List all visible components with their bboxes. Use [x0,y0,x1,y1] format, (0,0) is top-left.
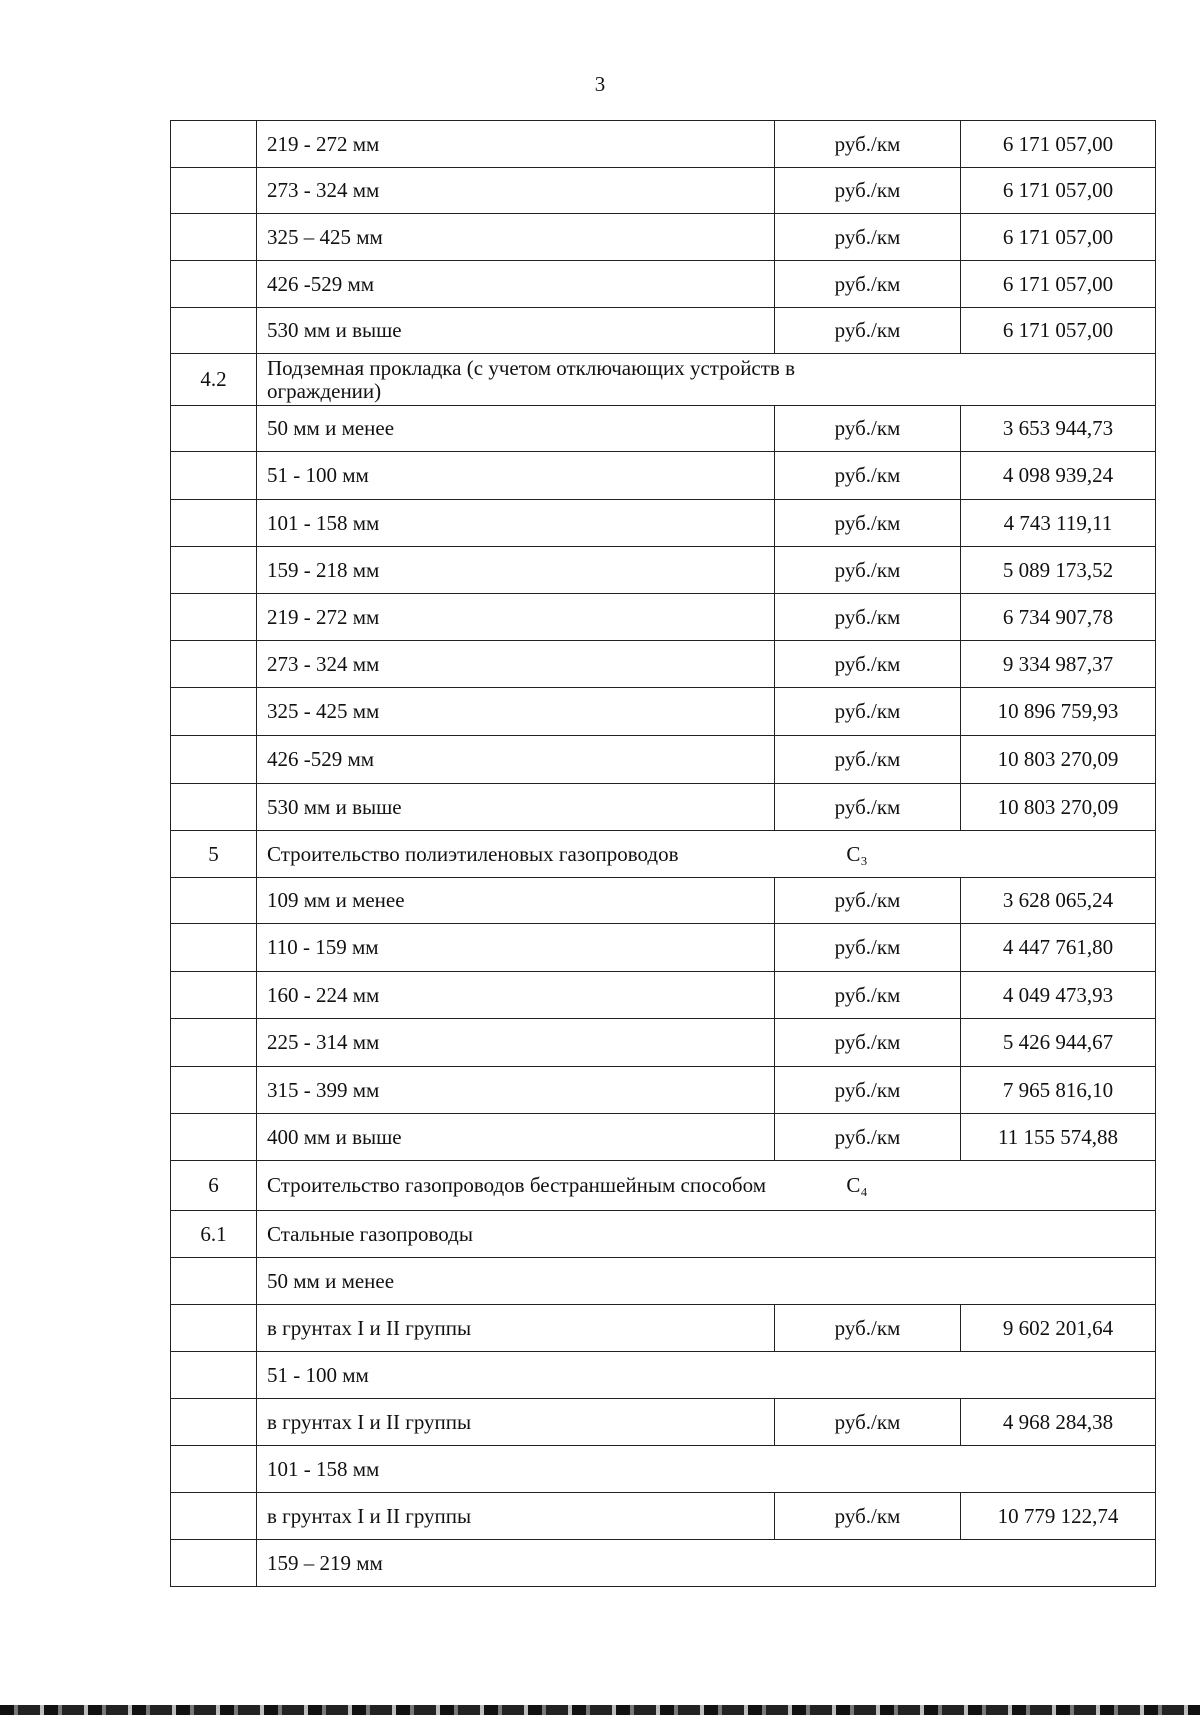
row-number [171,1258,257,1305]
item-unit: руб./км [775,406,961,452]
row-number [171,736,257,784]
item-description: в грунтах I и II группы [257,1493,775,1540]
section-cell [257,831,1156,878]
item-value: 9 334 987,37 [961,641,1156,688]
row-number [171,594,257,641]
item-unit: руб./км [775,547,961,594]
item-description: 426 -529 мм [257,261,775,308]
item-unit: руб./км [775,1493,961,1540]
item-value: 6 171 057,00 [961,308,1156,354]
table-row [171,1305,1156,1352]
row-number [171,547,257,594]
item-description: 160 - 224 мм [257,972,775,1019]
row-number [171,1067,257,1114]
row-number [171,1540,257,1587]
row-number [171,214,257,261]
section-title: 51 - 100 мм [267,1362,369,1387]
item-unit: руб./км [775,1067,961,1114]
tariff-table-body [171,121,1156,1587]
item-unit: руб./км [775,878,961,924]
item-value: 6 734 907,78 [961,594,1156,641]
cost-code: С₄ [846,1173,868,1197]
item-value: 4 049 473,93 [961,972,1156,1019]
item-description: 219 - 272 мм [257,121,775,168]
table-row [171,168,1156,214]
section-title: Строительство газопроводов бестраншейным способом [267,1173,766,1197]
item-value: 11 155 574,88 [961,1114,1156,1161]
table-row [171,500,1156,547]
section-row [171,1211,1156,1258]
item-value: 5 089 173,52 [961,547,1156,594]
item-unit: руб./км [775,261,961,308]
item-unit: руб./км [775,736,961,784]
item-description: 325 - 425 мм [257,688,775,736]
item-value: 6 171 057,00 [961,261,1156,308]
section-cell [257,1211,1156,1258]
item-description: 225 - 314 мм [257,1019,775,1067]
item-unit: руб./км [775,688,961,736]
item-unit: руб./км [775,214,961,261]
item-value: 10 896 759,93 [961,688,1156,736]
row-number [171,1399,257,1446]
item-value: 7 965 816,10 [961,1067,1156,1114]
item-value: 3 653 944,73 [961,406,1156,452]
row-number [171,1446,257,1493]
section-cell [257,1352,1156,1399]
row-number [171,121,257,168]
table-row [171,1067,1156,1114]
table-row [171,1493,1156,1540]
item-description: 159 - 218 мм [257,547,775,594]
item-unit: руб./км [775,500,961,547]
section-title: Строительство полиэтиленовых газопроводов [267,841,679,866]
row-number [171,688,257,736]
row-number [171,641,257,688]
table-row [171,924,1156,972]
section-row [171,1161,1156,1211]
section-title: Стальные газопроводы [267,1221,473,1246]
section-cell [257,1258,1156,1305]
section-row [171,1352,1156,1399]
table-row [171,736,1156,784]
row-number: 6.1 [171,1211,257,1258]
item-value: 6 171 057,00 [961,168,1156,214]
item-description: 51 - 100 мм [257,452,775,500]
item-description: 400 мм и выше [257,1114,775,1161]
item-description: 426 -529 мм [257,736,775,784]
item-value: 10 803 270,09 [961,736,1156,784]
scan-edge-strip [0,1705,1200,1715]
section-row [171,1540,1156,1587]
item-unit: руб./км [775,1399,961,1446]
row-number [171,1305,257,1352]
item-value: 10 779 122,74 [961,1493,1156,1540]
cost-code: С₃ [846,841,868,866]
row-number [171,924,257,972]
item-description: 109 мм и менее [257,878,775,924]
item-description: 273 - 324 мм [257,168,775,214]
item-unit: руб./км [775,452,961,500]
table-row [171,784,1156,831]
row-number [171,784,257,831]
item-unit: руб./км [775,641,961,688]
item-unit: руб./км [775,1305,961,1352]
row-number: 4.2 [171,354,257,406]
row-number [171,261,257,308]
item-unit: руб./км [775,121,961,168]
item-description: 101 - 158 мм [257,500,775,547]
table-row [171,594,1156,641]
table-row [171,547,1156,594]
section-cell [257,354,1156,406]
item-value: 10 803 270,09 [961,784,1156,831]
table-row [171,1114,1156,1161]
table-row [171,452,1156,500]
item-value: 9 602 201,64 [961,1305,1156,1352]
table-row [171,1019,1156,1067]
item-unit: руб./км [775,1019,961,1067]
section-title: 159 – 219 мм [267,1550,383,1575]
table-row [171,878,1156,924]
tariff-table [170,120,1156,1587]
row-number [171,406,257,452]
item-description: 50 мм и менее [257,406,775,452]
item-unit: руб./км [775,1114,961,1161]
item-unit: руб./км [775,308,961,354]
table-row [171,121,1156,168]
item-description: в грунтах I и II группы [257,1399,775,1446]
page-number: 3 [594,72,606,96]
section-title: Подземная прокладка (с учетом отключающих устройств в ограждении) [267,355,796,403]
item-description: 110 - 159 мм [257,924,775,972]
item-value: 6 171 057,00 [961,214,1156,261]
section-row [171,1446,1156,1493]
row-number [171,500,257,547]
section-title: 101 - 158 мм [267,1456,380,1481]
item-description: 315 - 399 мм [257,1067,775,1114]
section-title: 50 мм и менее [267,1268,395,1293]
row-number [171,1352,257,1399]
row-number [171,452,257,500]
item-value: 3 628 065,24 [961,878,1156,924]
item-unit: руб./км [775,594,961,641]
item-description: 273 - 324 мм [257,641,775,688]
item-unit: руб./км [775,924,961,972]
table-row [171,688,1156,736]
item-unit: руб./км [775,168,961,214]
item-description: в грунтах I и II группы [257,1305,775,1352]
section-row [171,354,1156,406]
row-number [171,1493,257,1540]
row-number: 5 [171,831,257,878]
item-description: 530 мм и выше [257,784,775,831]
item-unit: руб./км [775,972,961,1019]
table-row [171,1399,1156,1446]
table-row [171,308,1156,354]
row-number [171,308,257,354]
item-value: 4 447 761,80 [961,924,1156,972]
row-number [171,878,257,924]
section-cell [257,1540,1156,1587]
section-cell [257,1161,1156,1211]
item-value: 6 171 057,00 [961,121,1156,168]
section-row [171,831,1156,878]
item-value: 5 426 944,67 [961,1019,1156,1067]
section-cell [257,1446,1156,1493]
section-row [171,1258,1156,1305]
item-value: 4 968 284,38 [961,1399,1156,1446]
row-number [171,168,257,214]
table-row [171,641,1156,688]
table-row [171,972,1156,1019]
table-row [171,406,1156,452]
table-row [171,261,1156,308]
table-row [171,214,1156,261]
item-description: 530 мм и выше [257,308,775,354]
row-number [171,1114,257,1161]
item-value: 4 098 939,24 [961,452,1156,500]
item-description: 219 - 272 мм [257,594,775,641]
row-number [171,1019,257,1067]
item-value: 4 743 119,11 [961,500,1156,547]
item-description: 325 – 425 мм [257,214,775,261]
row-number [171,972,257,1019]
row-number: 6 [171,1161,257,1211]
item-unit: руб./км [775,784,961,831]
